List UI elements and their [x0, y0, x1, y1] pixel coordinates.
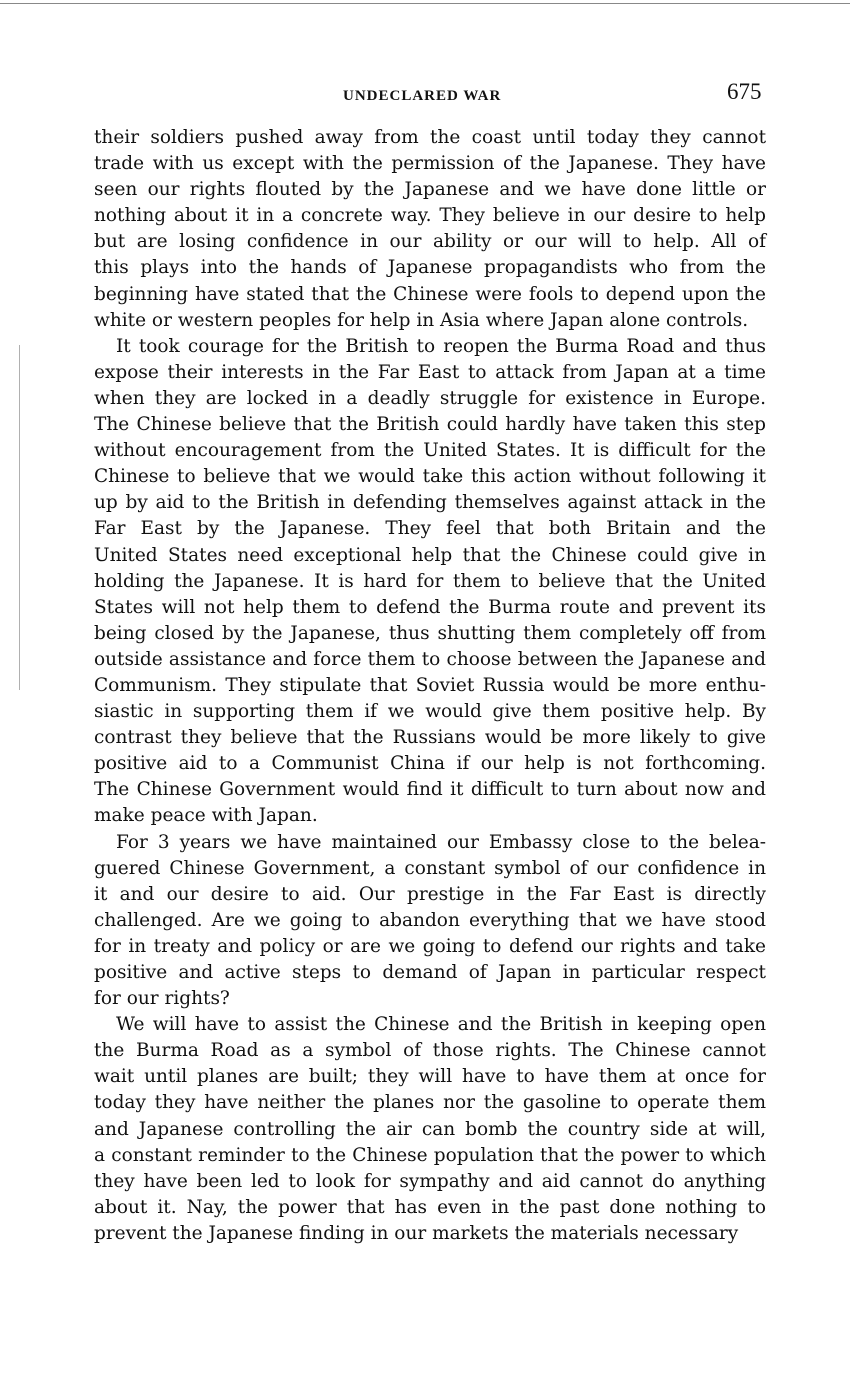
text-line: We will have to assist the Chinese and the British in keeping open: [116, 1014, 766, 1036]
text-line: for our rights?: [94, 988, 230, 1010]
text-line: seen our rights flouted by the Japanese and we have done little or: [94, 179, 766, 201]
text-line: siastic in supporting them if we would give them positive help. By: [94, 701, 766, 723]
running-head: UNDECLARED WAR: [343, 88, 502, 104]
text-line: expose their interests in the Far East to attack from Japan at a time: [94, 361, 766, 383]
text-line: Chinese to believe that we would take this action without following it: [94, 466, 766, 488]
text-line: For 3 years we have maintained our Embassy close to the belea-: [116, 831, 766, 853]
text-line: for in treaty and policy or are we going to defend our rights and take: [94, 935, 766, 957]
text-line: about it. Nay, the power that has even in the past done nothing to: [94, 1196, 766, 1218]
text-line: their soldiers pushed away from the coast until today they cannot: [94, 127, 766, 148]
text-line: today they have neither the planes nor the gasoline to operate them: [94, 1092, 766, 1114]
text-line: prevent the Japanese finding in our markets the materials necessary: [94, 1222, 739, 1244]
text-line: but are losing confidence in our ability or our will to help. All of: [94, 231, 766, 253]
text-line: The Chinese Government would find it difficult to turn about now and: [94, 779, 766, 801]
text-line: United States need exceptional help that the Chinese could give in: [94, 544, 766, 566]
text-line: wait until planes are built; they will have to have them at once for: [94, 1066, 766, 1088]
text-line: make peace with Japan.: [94, 805, 318, 827]
text-line: holding the Japanese. It is hard for them to believe that the United: [94, 570, 766, 592]
text-line: It took courage for the British to reopen the Burma Road and thus: [116, 335, 766, 357]
text-line: a constant reminder to the Chinese population that the power to which: [94, 1144, 766, 1166]
text-line: positive aid to a Communist China if our help is not forthcoming.: [94, 753, 766, 775]
scan-top-edge: [0, 3, 850, 4]
text-line: nothing about it in a concrete way. They believe in our desire to help: [94, 205, 766, 227]
scan-margin-mark: [19, 345, 20, 690]
text-line: States will not help them to defend the Burma route and prevent its: [94, 596, 766, 618]
text-line: beginning have stated that the Chinese were fools to depend upon the: [94, 283, 766, 305]
text-line: the Burma Road as a symbol of those rights. The Chinese cannot: [94, 1040, 766, 1062]
text-line: The Chinese believe that the British could hardly have taken this step: [94, 414, 766, 436]
text-line: up by aid to the British in defending themselves against attack in the: [94, 492, 766, 514]
text-line: challenged. Are we going to abandon everything that we have stood: [94, 909, 766, 931]
text-line: this plays into the hands of Japanese propagandists who from the: [94, 257, 766, 279]
text-line: Communism. They stipulate that Soviet Russia would be more enthu-: [94, 674, 766, 696]
text-line: and Japanese controlling the air can bomb the country side at will,: [94, 1118, 766, 1140]
text-line: when they are locked in a deadly struggle for existence in Europe.: [94, 387, 766, 409]
body-text: [94, 125, 766, 1247]
text-line: without encouragement from the United States. It is difficult for the: [94, 440, 766, 462]
text-line: white or western peoples for help in Asia where Japan alone controls.: [94, 309, 749, 331]
text-line: they have been led to look for sympathy and aid cannot do anything: [94, 1170, 766, 1192]
text-line: trade with us except with the permission of the Japanese. They have: [94, 153, 766, 175]
text-line: contrast they believe that the Russians would be more likely to give: [94, 727, 766, 749]
text-line: Far East by the Japanese. They feel that both Britain and the: [94, 518, 766, 540]
text-line: guered Chinese Government, a constant symbol of our confidence in: [94, 857, 766, 879]
text-line: outside assistance and force them to choose between the Japanese and: [94, 648, 766, 670]
text-line: being closed by the Japanese, thus shutting them completely off from: [94, 622, 766, 644]
text-line: it and our desire to aid. Our prestige in the Far East is directly: [94, 883, 766, 905]
text-line: positive and active steps to demand of Japan in particular respect: [94, 962, 766, 983]
page-number: 675: [727, 79, 762, 104]
